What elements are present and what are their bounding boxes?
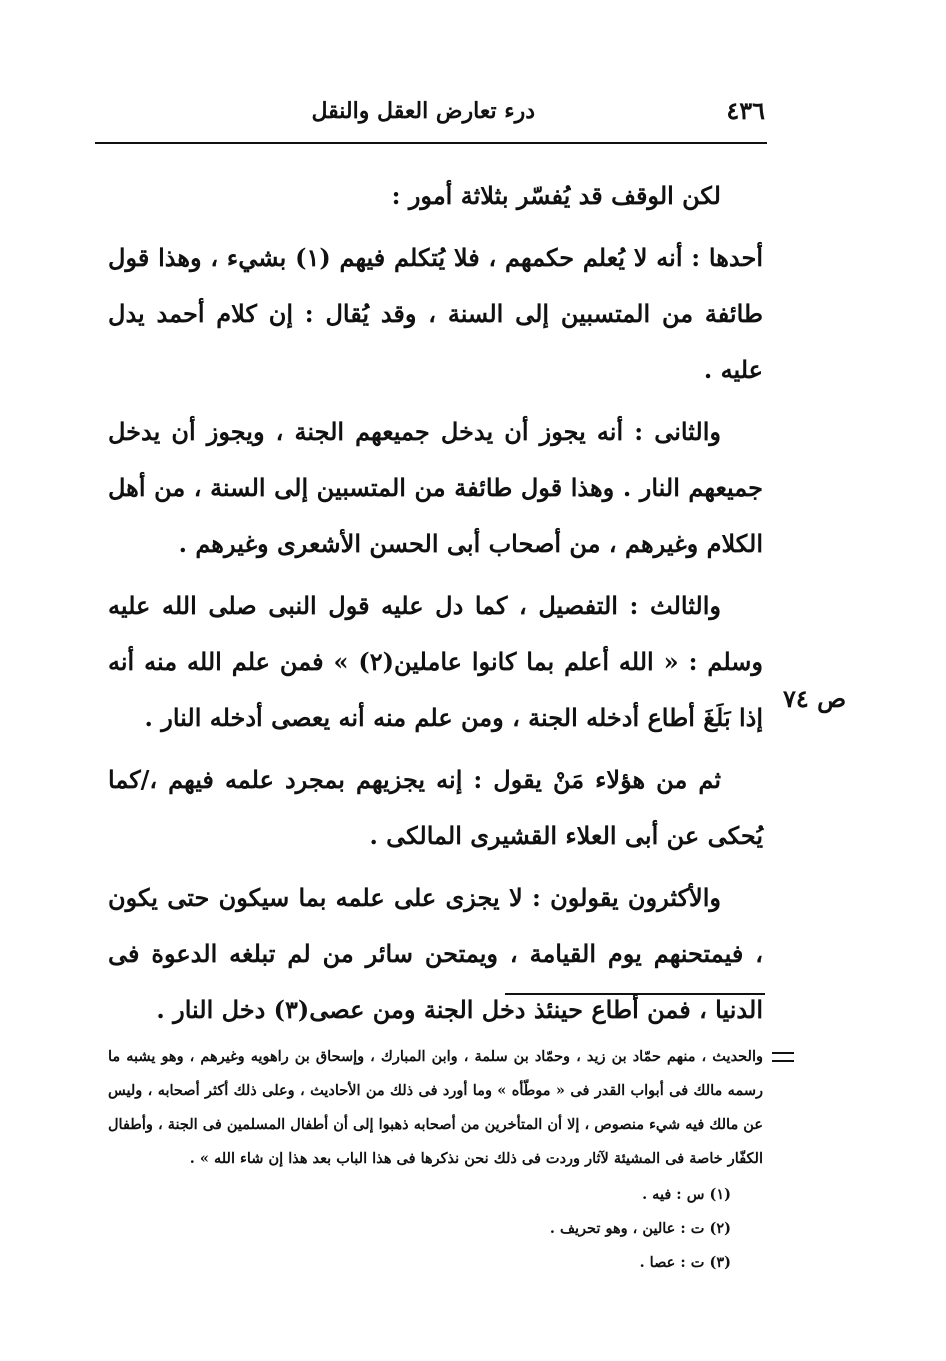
paragraph-fifth: والأكثرون يقولون : لا يجزى على علمه بما سيكون حتى يكون ، فيمتحنهم يوم القيامة ، ويمتحن سائر من لم تبلغه الدعوة فى الدنيا ، فمن أطاع حينئذ دخل الجنة ومن عصى(٣) دخل النار . xyxy=(108,883,763,1024)
paragraph-second: والثانى : أنه يجوز أن يدخل جميعهم الجنة ، ويجوز أن يدخل جميعهم النار . وهذا قول طائفة من المتسبين إلى السنة ، من أهل الكلام وغيرهم ، من أصحاب أبى الحسن الأشعرى وغيرهم . xyxy=(108,417,763,558)
paragraph-first: أحدها : أنه لا يُعلم حكمهم ، فلا يُتكلم فيهم (١) بشيء ، وهذا قول طائفة من المتسبين إلى السنة ، وقد يُقال : إن كلام أحمد يدل عليه . xyxy=(108,243,763,384)
main-text xyxy=(108,168,763,1044)
footnote-1: (١) س : فيه . xyxy=(642,1186,731,1203)
footnote-continuation: والحديث ، منهم حمّاد بن زيد ، وحمّاد بن سلمة ، وابن المبارك ، وإسحاق بن راهويه وغيرهم ، وهو يشبه ما رسمه مالك فى أبواب القدر فى « موطّأه » وما أورد فى ذلك من الأحاديث ، وعلى ذلك أكثر أصحابه ، وليس عن مالك فيه شيء منصوص ، إلا أن المتأخرين من أصحابه ذهبوا إلى أن أطفال المسلمين فى الجنة ، وأطفال الكفّار خاصة فى المشيئة لآثار وردت فى ذلك نحن نذكرها فى هذا الباب بعد هذا إن شاء الله » . xyxy=(108,1048,763,1167)
paragraph-fourth: ثم من هؤلاء مَنْ يقول : إنه يجزيهم بمجرد علمه فيهم ،/كما يُحكى عن أبى العلاء القشيرى المالكى . xyxy=(108,765,763,850)
page-header xyxy=(95,92,765,132)
page-number: ٤٣٦ xyxy=(726,96,765,125)
header-rule xyxy=(95,142,767,144)
footnote-separator xyxy=(505,993,765,995)
footnote-3: (٣) ت : عصا . xyxy=(639,1254,731,1271)
footnote-continuation-mark xyxy=(772,1052,794,1062)
footnote-2: (٢) ت : عالين ، وهو تحريف . xyxy=(549,1220,731,1237)
paragraph-intro: لكن الوقف قد يُفسّر بثلاثة أمور : xyxy=(391,181,721,210)
margin-page-reference: ص ٧٤ xyxy=(783,684,847,713)
running-title: درء تعارض العقل والنقل xyxy=(311,98,535,124)
paragraph-third: والثالث : التفصيل ، كما دل عليه قول النبى صلى الله عليه وسلم : « الله أعلم بما كانوا عاملين(٢) » فمن علم الله منه أنه إذا بَلَغَ أطاع أدخله الجنة ، ومن علم منه أنه يعصى أدخله النار . xyxy=(108,591,763,732)
footnotes xyxy=(108,1040,763,1280)
